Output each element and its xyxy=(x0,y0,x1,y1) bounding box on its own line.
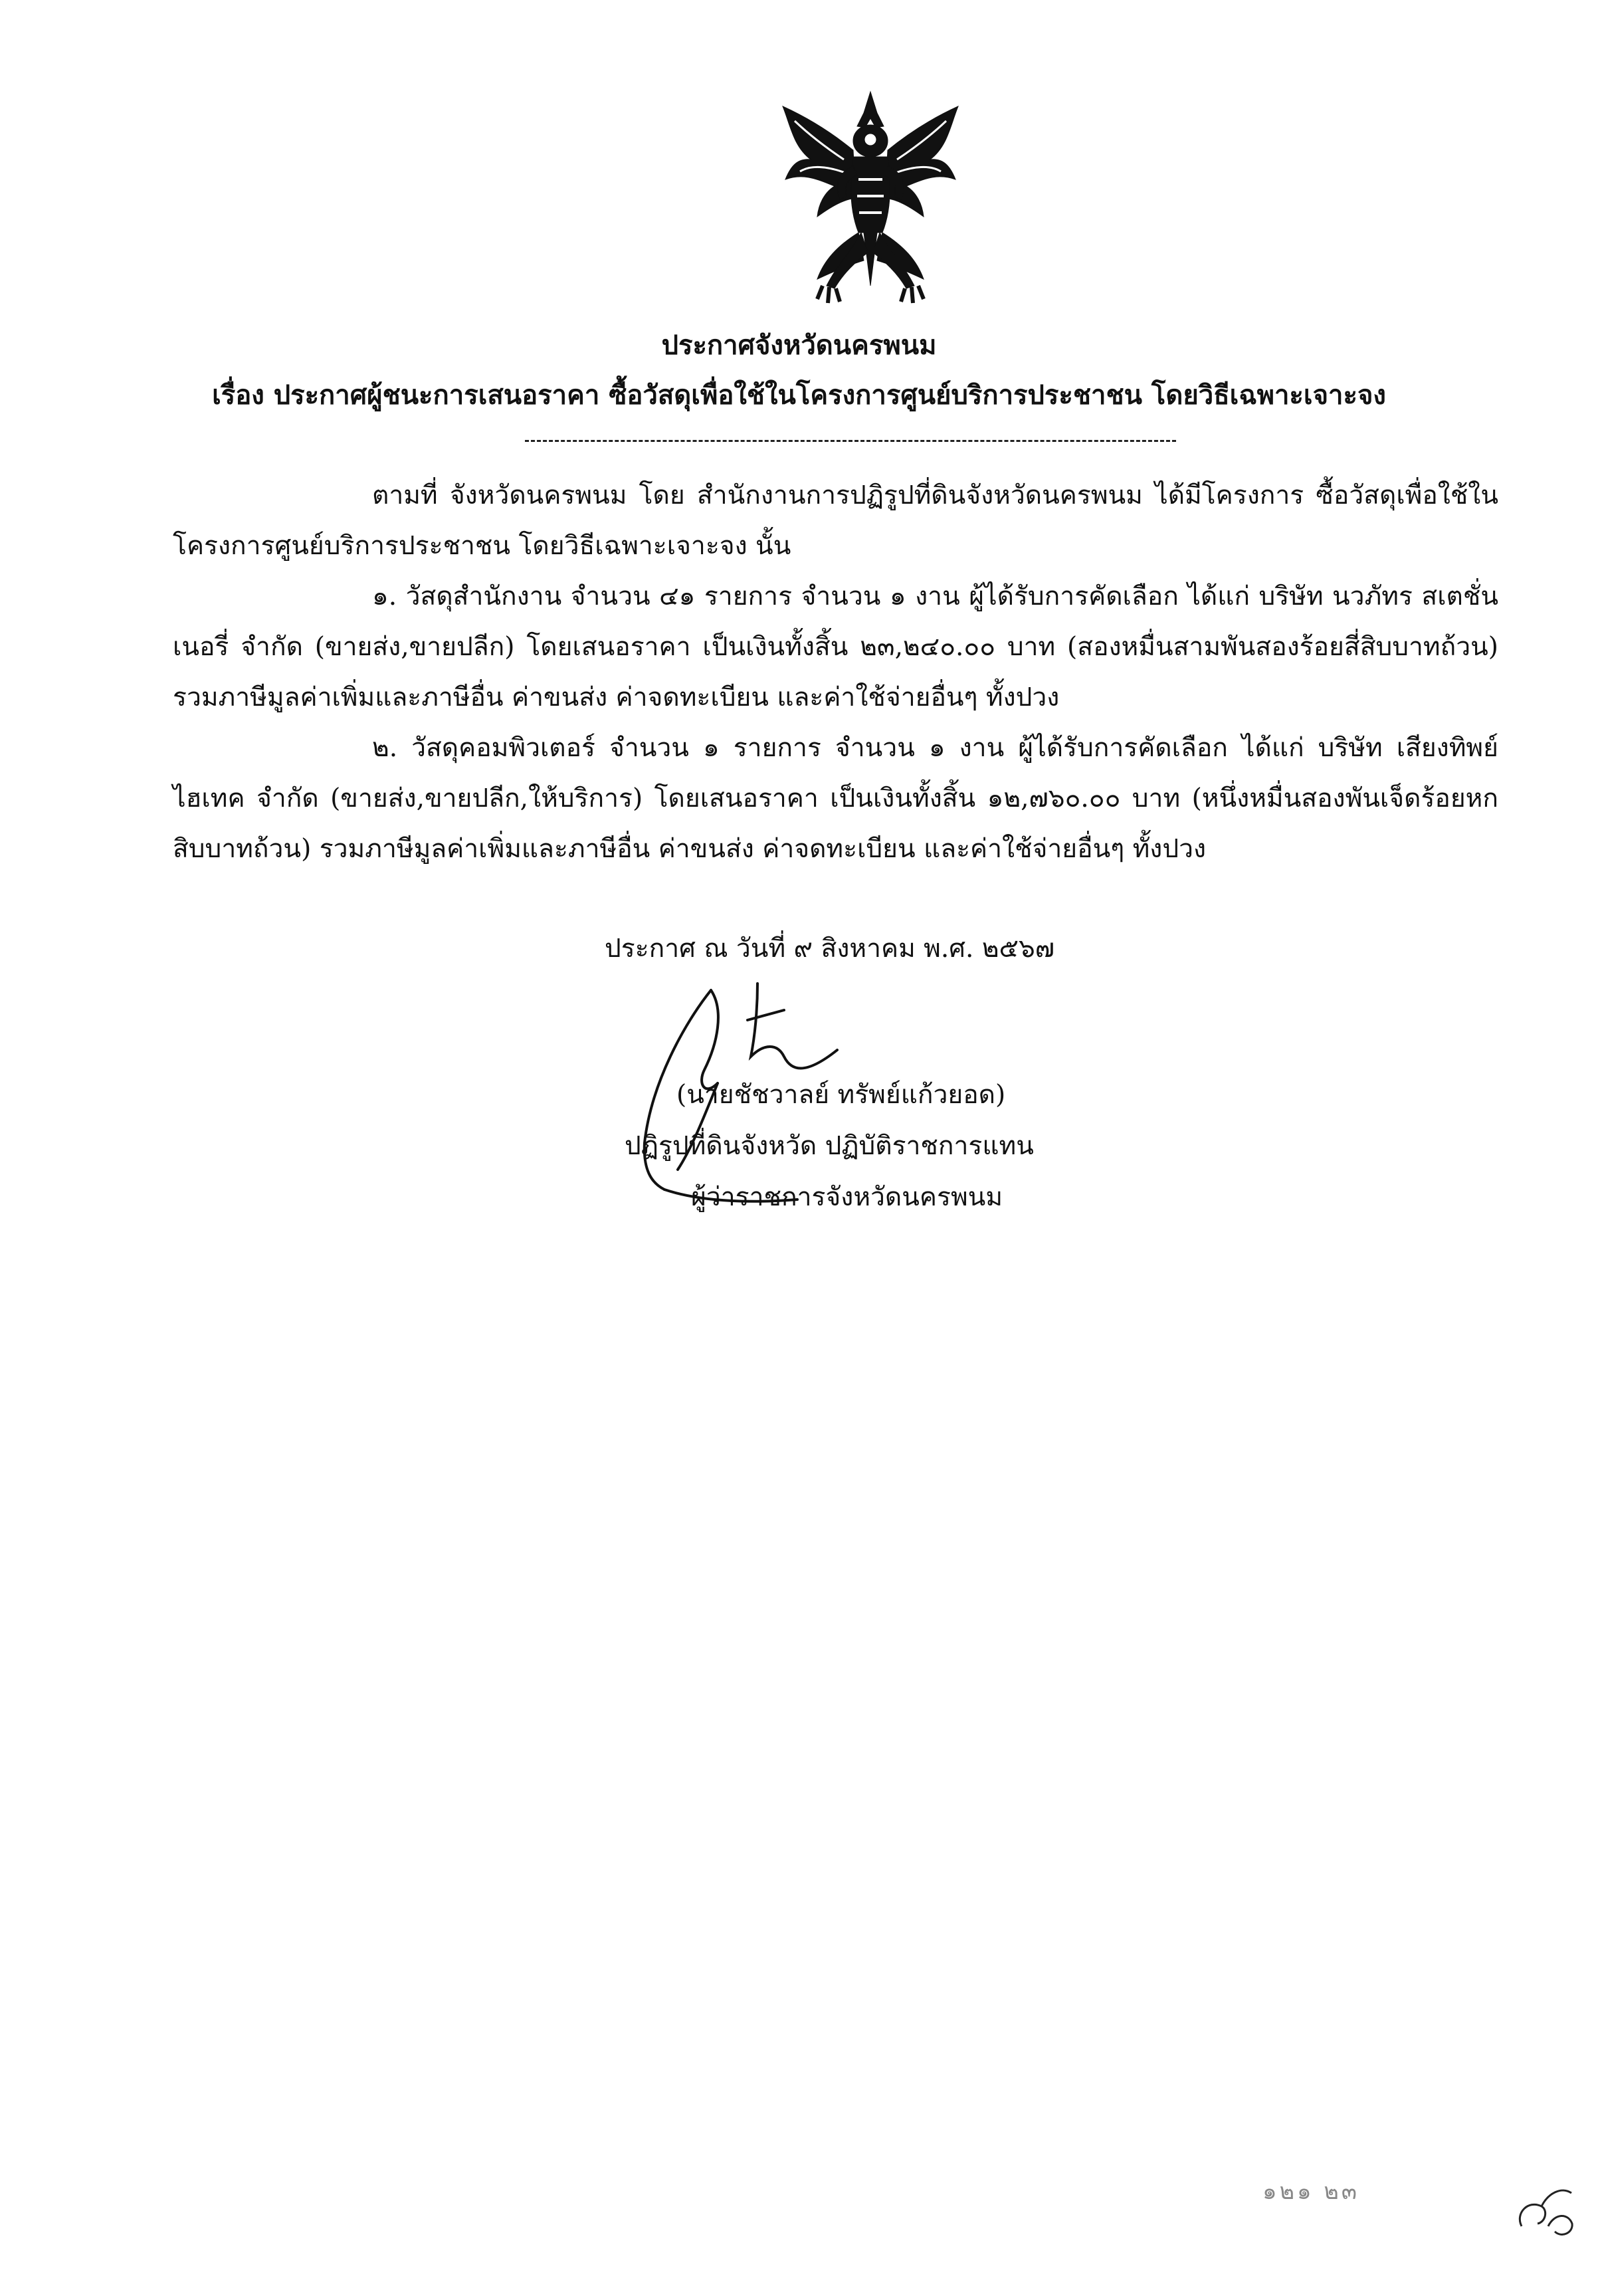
announcement-date: ประกาศ ณ วันที่ ๙ สิงหาคม พ.ศ. ๒๕๖๗ xyxy=(605,934,1055,964)
signatory-office: ผู้ว่าราชการจังหวัดนครพนม xyxy=(691,1182,1003,1212)
handwritten-page-mark xyxy=(1508,2173,1581,2246)
announcement-subject: เรื่อง ประกาศผู้ชนะการเสนอราคา ซื้อวัสดุเพื่อใช้ในโครงการศูนย์บริการประชาชน โดยวิธีเฉพาะเจาะจง xyxy=(212,379,1386,411)
award-item-1-text: ๑. วัสดุสำนักงาน จำนวน ๔๑ รายการ จำนวน ๑ งาน ผู้ได้รับการคัดเลือก ได้แก่ บริษัท นวภัทร สเตชั่นเนอรี่ จำกัด (ขายส่ง,ขายปลีก) โดยเสนอราคา เป็นเงินทั้งสิ้น ๒๓,๒๔๐.๐๐ บาท (สองหมื่นสามพันสองร้อยสี่สิบบาทถ้วน) รวมภาษีมูลค่าเพิ่มและภาษีอื่น ค่าขนส่ง ค่าจดทะเบียน และค่าใช้จ่ายอื่นๆ ทั้งปวง xyxy=(173,581,1498,712)
garuda-emblem-icon xyxy=(771,86,970,312)
announcement-title: ประกาศจังหวัดนครพนม xyxy=(661,330,937,361)
faded-stamp: ๑๒๑ ๒๓ xyxy=(1262,2178,1360,2205)
divider xyxy=(525,440,1176,442)
award-item-1 xyxy=(173,572,1498,723)
award-item-2-text: ๒. วัสดุคอมพิวเตอร์ จำนวน ๑ รายการ จำนวน ๑ งาน ผู้ได้รับการคัดเลือก ได้แก่ บริษัท เสียงทิพย์ ไฮเทค จำกัด (ขายส่ง,ขายปลีก,ให้บริการ) โดยเสนอราคา เป็นเงินทั้งสิ้น ๑๒,๗๖๐.๐๐ บาท (หนึ่งหมื่นสองพันเจ็ดร้อยหกสิบบาทถ้วน) รวมภาษีมูลค่าเพิ่มและภาษีอื่น ค่าขนส่ง ค่าจดทะเบียน และค่าใช้จ่ายอื่นๆ ทั้งปวง xyxy=(173,733,1498,864)
signatory-position: ปฏิรูปที่ดินจังหวัด ปฏิบัติราชการแทน xyxy=(625,1131,1034,1161)
award-item-2 xyxy=(173,723,1498,875)
intro-text: ตามที่ จังหวัดนครพนม โดย สำนักงานการปฏิรูปที่ดินจังหวัดนครพนม ได้มีโครงการ ซื้อวัสดุเพื่อใช้ในโครงการศูนย์บริการประชาชน โดยวิธีเฉพาะเจาะจง นั้น xyxy=(173,480,1498,561)
intro-paragraph xyxy=(173,470,1498,572)
signatory-name: (นายชัชวาลย์ ทรัพย์แก้วยอด) xyxy=(676,1080,1006,1110)
